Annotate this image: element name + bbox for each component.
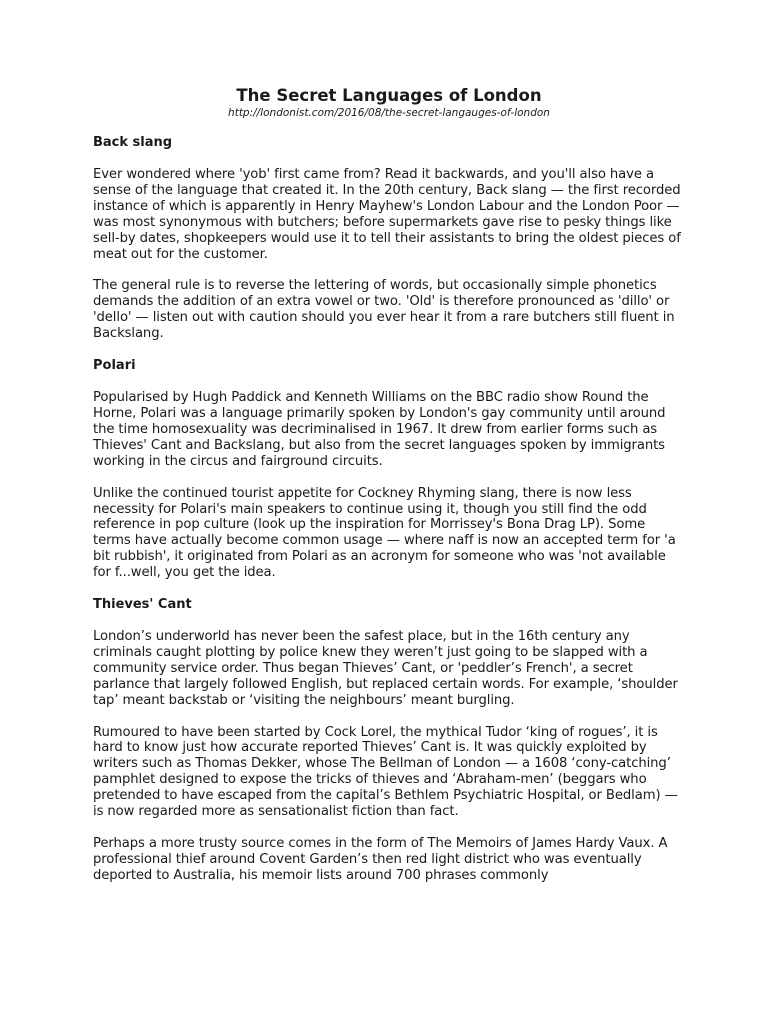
section-thieves-cant	[93, 597, 685, 884]
paragraph: Ever wondered where 'yob' first came from? Read it backwards, and you'll also have a sense of the language that created it. In the 20th century, Back slang — the first recorded instance of which is apparently in Henry Mayhew's London Labour and the London Poor — was most synonymous with butchers; before supermarkets gave rise to pesky things like sell-by dates, shopkeepers would use it to tell their assistants to bring the oldest pieces of meat out for the customer.	[93, 167, 681, 262]
section-heading: Thieves' Cant	[93, 597, 192, 613]
paragraph: Unlike the continued tourist appetite for Cockney Rhyming slang, there is now less necessity for Polari's main speakers to continue using it, though you still find the odd reference in pop culture (look up the inspiration for Morrissey's Bona Drag LP). Some terms have actually become common usage — where naff is now an accepted term for 'a bit rubbish', it originated from Polari as an acronym for someone who was 'not available for f...well, you get the idea.	[93, 485, 676, 581]
paragraph: London’s underworld has never been the safest place, but in the 16th century any criminals caught plotting by police knew they weren’t just going to be slapped with a community service order. Thus began Thieves’ Cant, or 'peddler’s French', a secret parlance that largely followed English, but replaced certain words. For example, ‘shoulder tap’ meant backstab or ‘visiting the neighbours’ meant burgling.	[93, 629, 678, 708]
paragraph: Popularised by Hugh Paddick and Kenneth Williams on the BBC radio show Round the Horne, Polari was a language primarily spoken by London's gay community until around the time homosexuality was decriminalised in 1967. It drew from earlier forms such as Thieves' Cant and Backslang, but also from the secret languages spoken by immigrants working in the circus and fairground circuits.	[93, 390, 666, 469]
source-url: http://londonist.com/2016/08/the-secret-langauges-of-london	[228, 107, 550, 119]
section-heading: Polari	[93, 358, 136, 374]
paragraph: Rumoured to have been started by Cock Lorel, the mythical Tudor ‘king of rogues’, it is hard to know just how accurate reported Thieves’ Cant is. It was quickly exploited by writers such as Thomas Dekker, whose The Bellman of London — a 1608 ‘cony-catching’ pamphlet designed to expose the tricks of thieves and ‘Abraham-men’ (beggars who pretended to have escaped from the capital’s Bethlem Psychiatric Hospital, or Bedlam) — is now regarded more as sensationalist fiction than fact.	[93, 724, 678, 820]
document-title: The Secret Languages of London	[236, 86, 542, 105]
section-back-slang	[93, 135, 685, 342]
paragraph: Perhaps a more trusty source comes in the form of The Memoirs of James Hardy Vaux. A professional thief around Covent Garden’s then red light district who was eventually deported to Australia, his memoir lists around 700 phrases commonly	[93, 836, 668, 883]
section-heading: Back slang	[93, 135, 173, 150]
section-polari	[93, 358, 685, 581]
paragraph: The general rule is to reverse the lettering of words, but occasionally simple phonetics demands the addition of an extra vowel or two. 'Old' is therefore pronounced as 'dillo' or 'dello' — listen out with caution should you ever hear it from a rare butchers still fluent in Backslang.	[93, 278, 675, 342]
document-page	[93, 86, 685, 900]
